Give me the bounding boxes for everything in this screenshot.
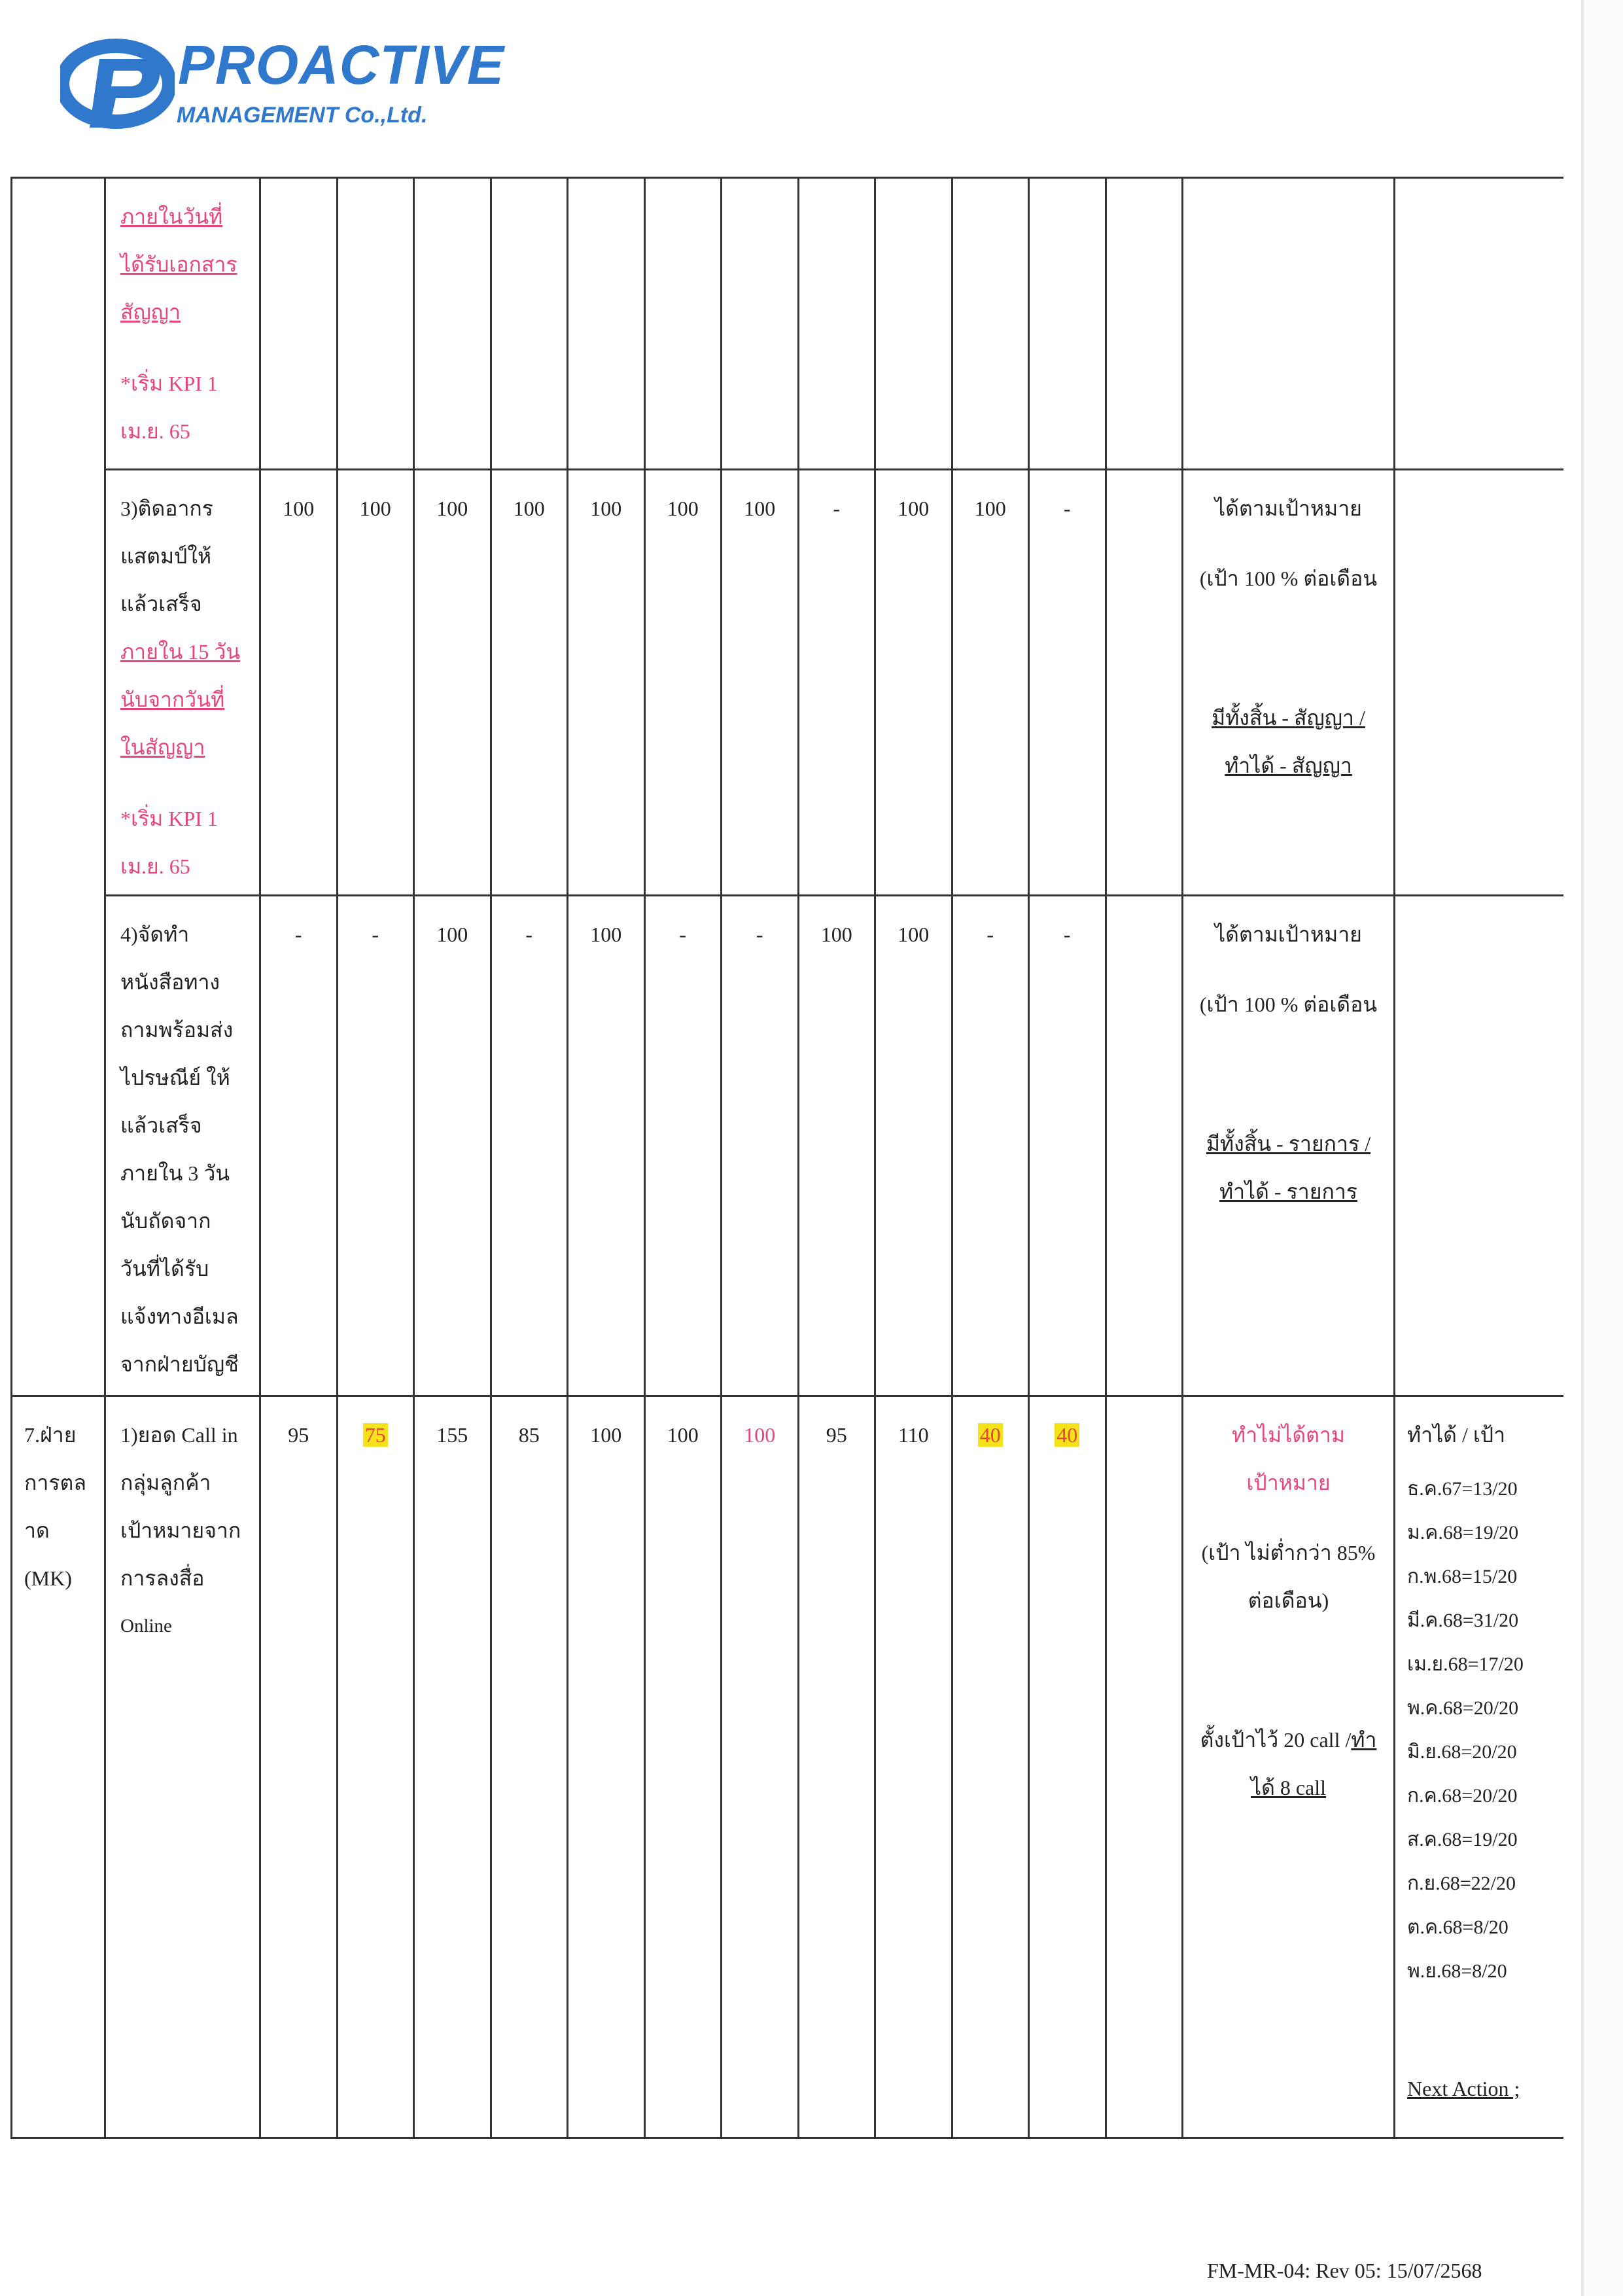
dept-text: าด — [24, 1519, 50, 1542]
result-target: (เป้า 100 % ต่อเดือน — [1199, 567, 1378, 590]
month-value: 100 — [414, 896, 491, 1396]
result-cell — [1183, 470, 1395, 896]
result-calls-done: ได้ 8 call — [1250, 1776, 1327, 1799]
month-value — [644, 178, 722, 470]
item-text: แสตมป์ให้ — [120, 544, 212, 568]
result-total: มีทั้งสิ้น - สัญญา / — [1212, 706, 1365, 730]
note-line: มิ.ย.68=20/20 — [1407, 1741, 1517, 1763]
logo-subtitle: MANAGEMENT Co.,Ltd. — [177, 103, 428, 128]
result-cell — [1183, 1396, 1395, 2138]
month-value: 100 — [568, 1396, 645, 2138]
month-value: - — [491, 896, 568, 1396]
kpi-table — [10, 177, 1563, 2139]
result-done: ทำได้ - รายการ — [1219, 1180, 1358, 1203]
month-value: 100 — [722, 1396, 799, 2138]
month-value: 95 — [798, 1396, 875, 2138]
note-cell — [1395, 896, 1563, 1396]
result-status: ทำไม่ได้ตาม — [1232, 1423, 1345, 1447]
month-value: 85 — [491, 1396, 568, 2138]
month-value: 100 — [568, 470, 645, 896]
month-value — [1106, 470, 1183, 896]
logo-icon — [60, 33, 175, 131]
note-line: ม.ค.68=19/20 — [1407, 1522, 1519, 1544]
month-value: - — [722, 896, 799, 1396]
monthly-call-list — [1407, 1467, 1563, 1993]
item-text: Online — [120, 1616, 172, 1636]
month-value: - — [1029, 896, 1106, 1396]
result-status: เป้าหมาย — [1246, 1471, 1331, 1494]
month-value: 100 — [722, 470, 799, 896]
result-target: (เป้า ไม่ต่ำกว่า 85% — [1201, 1541, 1376, 1564]
month-value — [1106, 896, 1183, 1396]
item-text: แล้วเสร็จ — [120, 1114, 202, 1137]
item-cell — [105, 1396, 260, 2138]
dept-text: การตล — [24, 1471, 86, 1494]
kpi-start-date: เม.ย. 65 — [120, 419, 190, 443]
note-line: ธ.ค.67=13/20 — [1407, 1478, 1518, 1500]
item-text: นับถัดจาก — [120, 1209, 211, 1233]
month-value — [1029, 178, 1106, 470]
company-logo — [60, 26, 505, 137]
item-text: สัญญา — [120, 300, 181, 324]
month-value — [491, 178, 568, 470]
month-value: 100 — [875, 896, 952, 1396]
month-value: 100 — [337, 470, 414, 896]
month-value — [414, 178, 491, 470]
item-text: ภายใน 15 วัน — [120, 640, 241, 663]
month-value: 100 — [644, 1396, 722, 2138]
table-row — [12, 1396, 1563, 2138]
item-cell — [105, 470, 260, 896]
month-value — [798, 178, 875, 470]
note-cell — [1395, 1396, 1563, 2138]
result-status: ได้ตามเป้าหมาย — [1215, 497, 1362, 520]
item-text: 3)ติดอากร — [120, 497, 213, 520]
item-text: หนังสือทาง — [120, 970, 220, 994]
note-line: ก.พ.68=15/20 — [1407, 1566, 1518, 1587]
note-line: พ.ค.68=20/20 — [1407, 1697, 1519, 1719]
month-value: 155 — [414, 1396, 491, 2138]
item-cell — [105, 896, 260, 1396]
month-value: 100 — [875, 470, 952, 896]
form-footer: FM-MR-04: Rev 05: 15/07/2568 — [1207, 2259, 1482, 2282]
note-line: ต.ค.68=8/20 — [1407, 1916, 1509, 1938]
month-value: - — [337, 896, 414, 1396]
note-line: มี.ค.68=31/20 — [1407, 1610, 1519, 1631]
scan-edge — [1581, 0, 1623, 2296]
note-line: ก.ค.68=20/20 — [1407, 1785, 1518, 1807]
kpi-start-note: *เริ่ม KPI 1 — [120, 807, 218, 830]
item-text: ได้รับเอกสาร — [120, 253, 237, 276]
month-value: 95 — [260, 1396, 338, 2138]
dept-cell — [12, 1396, 105, 2138]
month-value: 100 — [260, 470, 338, 896]
month-value — [722, 178, 799, 470]
dept-text: (MK) — [24, 1566, 72, 1590]
month-value — [952, 178, 1029, 470]
table-row — [12, 178, 1563, 470]
item-text: กลุ่มลูกค้า — [120, 1471, 211, 1494]
item-text: 1)ยอด Call in — [120, 1423, 238, 1447]
month-value: 100 — [952, 470, 1029, 896]
result-done: ทำได้ - สัญญา — [1225, 754, 1352, 777]
month-value: 110 — [875, 1396, 952, 2138]
item-text: ภายใน 3 วัน — [120, 1161, 230, 1185]
item-text: นับจากวันที่ — [120, 688, 225, 711]
note-title: ทำได้ / เป้า — [1407, 1423, 1506, 1447]
month-value-highlighted: 40 — [1029, 1396, 1106, 2138]
kpi-start-note: *เริ่ม KPI 1 — [120, 372, 218, 395]
month-value — [337, 178, 414, 470]
item-text: ถามพร้อมส่ง — [120, 1018, 234, 1042]
result-total: มีทั้งสิ้น - รายการ / — [1206, 1132, 1371, 1156]
item-text: จากฝ่ายบัญชี — [120, 1352, 239, 1376]
logo-title: PROACTIVE — [178, 34, 505, 96]
month-value: 100 — [644, 470, 722, 896]
note-line: เม.ย.68=17/20 — [1407, 1653, 1524, 1675]
month-value: - — [952, 896, 1029, 1396]
item-text: ไปรษณีย์ ให้ — [120, 1066, 230, 1089]
month-value: - — [644, 896, 722, 1396]
result-target: ต่อเดือน) — [1248, 1589, 1329, 1612]
table-row — [12, 470, 1563, 896]
month-value — [875, 178, 952, 470]
table-row — [12, 896, 1563, 1396]
item-text: แจ้งทางอีเมล — [120, 1305, 239, 1328]
item-text: 4)จัดทำ — [120, 923, 190, 946]
result-cell — [1183, 178, 1395, 470]
item-text: เป้าหมายจาก — [120, 1519, 241, 1542]
note-cell — [1395, 178, 1563, 470]
item-text: วันที่ได้รับ — [120, 1257, 209, 1280]
month-value-highlighted: 40 — [952, 1396, 1029, 2138]
item-text: ภายในวันที่ — [120, 205, 223, 228]
month-value: 100 — [491, 470, 568, 896]
month-value: 100 — [798, 896, 875, 1396]
note-cell — [1395, 470, 1563, 896]
month-value — [568, 178, 645, 470]
note-line: พ.ย.68=8/20 — [1407, 1960, 1507, 1982]
result-cell — [1183, 896, 1395, 1396]
dept-text: 7.ฝ่าย — [24, 1423, 77, 1447]
note-line: ส.ค.68=19/20 — [1407, 1829, 1518, 1850]
month-value — [1106, 178, 1183, 470]
item-text: แล้วเสร็จ — [120, 592, 202, 616]
result-calls: ตั้งเป้าไว้ 20 call /ทำ — [1200, 1728, 1377, 1752]
item-text: ในสัญญา — [120, 735, 205, 759]
month-value: - — [798, 470, 875, 896]
month-value — [1106, 1396, 1183, 2138]
note-line: ก.ย.68=22/20 — [1407, 1873, 1516, 1894]
dept-cell — [12, 178, 105, 1396]
month-value — [260, 178, 338, 470]
kpi-start-date: เม.ย. 65 — [120, 855, 190, 878]
result-target: (เป้า 100 % ต่อเดือน — [1199, 993, 1378, 1016]
month-value: 100 — [568, 896, 645, 1396]
item-cell — [105, 178, 260, 470]
month-value: 100 — [414, 470, 491, 896]
result-status: ได้ตามเป้าหมาย — [1215, 923, 1362, 946]
month-value-highlighted: 75 — [337, 1396, 414, 2138]
next-action: Next Action ; — [1407, 2077, 1520, 2100]
item-text: การลงสื่อ — [120, 1566, 205, 1590]
month-value: - — [260, 896, 338, 1396]
month-value: - — [1029, 470, 1106, 896]
